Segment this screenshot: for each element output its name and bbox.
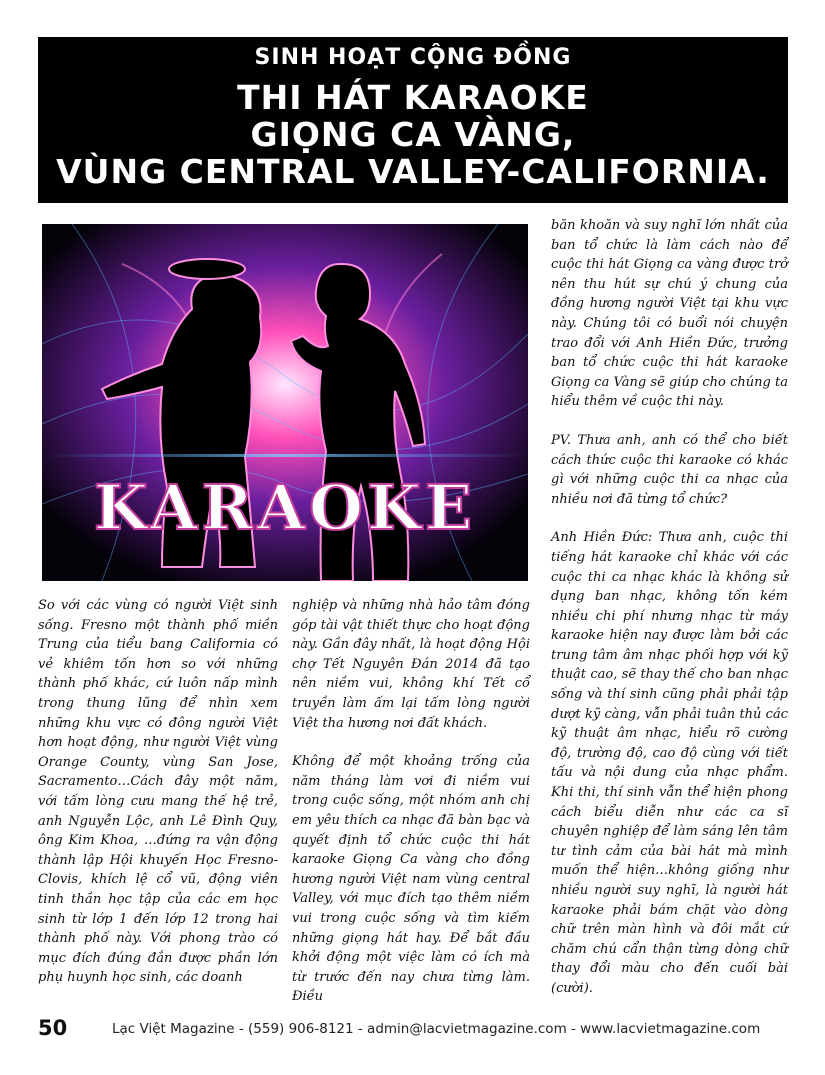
paragraph: So với các vùng có người Việt sinh sống. Fresno một thành phố miền Trung của tiểu bang California có vẻ khiêm tốn hơn so với những thành phố khác, cứ luôn nấp mình trong thung lũng để nhìn xem những khu vực có đông người Việt hơn hoạt động, như người Việt vùng Orange County, vùng San Jose, Sacramento…Cách đây một năm, với tấm lòng cưu mang thế hệ trẻ, anh Nguyễn Lộc, anh Lê Đình Quy, ông Kim Khoa, …đứng ra vận động thành lập Hội khuyến Học Fresno-Clovis, khích lệ cổ vũ, động viên tinh thần học tập của các em học sinh từ lớp 1 đến lớp 12 trong hai thành phố này. Với phong trào có mục đích đúng đắn được phần lớn phụ huynh học sinh, các doanh — [38, 598, 278, 986]
paragraph: Không để một khoảng trống của năm tháng làm vơi đi niềm vui trong cuộc sống, một nhóm anh chị em yêu thích ca nhạc đã bàn bạc và quyết định tổ chức cuộc thi hát karaoke Giọng Ca vàng cho đồng hương người Việt nam vùng central Valley, với mục đích tạo thêm niềm vui trong cuộc sống và tìm kiếm những giọng hát hay. Để bắt đầu khởi động một việc làm có ích mà từ trước đến nay chưa từng làm. Điều — [292, 754, 530, 1005]
article-column-1 — [38, 596, 278, 1007]
page-footer — [38, 1016, 798, 1040]
paragraph: PV. Thưa anh, anh có thể cho biết cách thức cuộc thi karaoke có khác gì với những cuộc thi ca nhạc của nhiều nơi đã từng tổ chức? — [551, 432, 788, 507]
title-line: GIỌNG CA VÀNG, — [250, 115, 576, 154]
article-column-3 — [551, 216, 788, 1018]
title-line: THI HÁT KARAOKE — [237, 78, 589, 117]
title-line: VÙNG CENTRAL VALLEY-CALIFORNIA. — [56, 152, 770, 191]
paragraph: băn khoăn và suy nghĩ lớn nhất của ban tổ chức là làm cách nào để cuộc thi hát Giọng ca vàng được trở nên thu hút sự chú ý chung của đồng hương người Việt tại khu vực này. Chúng tôi có buổi nói chuyện trao đổi với Anh Hiền Đức, trưởng ban tổ chức cuộc thi hát karaoke Giọng ca Vàng sẽ giúp cho chúng ta hiểu thêm về cuộc thi này. — [551, 218, 788, 410]
section-label: SINH HOẠT CỘNG ĐỒNG — [254, 45, 572, 70]
article-header — [38, 37, 788, 203]
karaoke-photo — [42, 224, 528, 581]
paragraph: nghiệp và những nhà hảo tâm đóng góp tài vật thiết thực cho hoạt động này. Gần đây nhất, là hoạt động Hội chợ Tết Nguyên Đán 2014 đã tạo nên niềm vui, không khí Tết cổ truyền làm ấm lại tấm lòng người Việt tha hương nơi đất khách. — [292, 598, 530, 731]
karaoke-photo-text: KARAOKE — [93, 471, 477, 544]
page-number: 50 — [38, 1016, 68, 1040]
footer-contact-info: Lạc Việt Magazine - (559) 906-8121 - admin@lacvietmagazine.com - www.lacvietmagazine.com — [112, 1021, 761, 1037]
article-title — [38, 79, 788, 190]
article-column-2 — [292, 596, 530, 1026]
paragraph: Anh Hiền Đức: Thưa anh, cuộc thi tiếng hát karaoke chỉ khác với các cuộc thi ca nhạc khác là không sử dụng ban nhạc, không tốn kém nhiều chi phí nhưng nhạc từ máy karaoke hiện nay được làm bởi các trung tâm âm nhạc phối hợp với kỹ thuật cao, sẽ thay thế cho ban nhạc sống và thí sinh cũng phải phải tập dượt kỹ càng, vẫn phải tuân thủ các kỹ thuật âm nhạc, hiểu rõ cường độ, trường độ, cao độ cùng với tiết tấu và nội dung của nhạc phẩm. Khi thi, thí sinh vẫn thể hiện phong cách biểu diễn như các ca sĩ chuyên nghiệp để làm sáng lên tâm tư tình cảm của bài hát mà mình muốn thể hiện…không giống như nhiều người suy nghĩ, là người hát karaoke phải bám chặt vào dòng chữ trên màn hình và đôi mắt cứ chăm chú cẩn thận từng dòng chữ thay đổi màu cho đến cuối bài (cười). — [551, 530, 788, 996]
karaoke-illustration — [42, 224, 528, 581]
